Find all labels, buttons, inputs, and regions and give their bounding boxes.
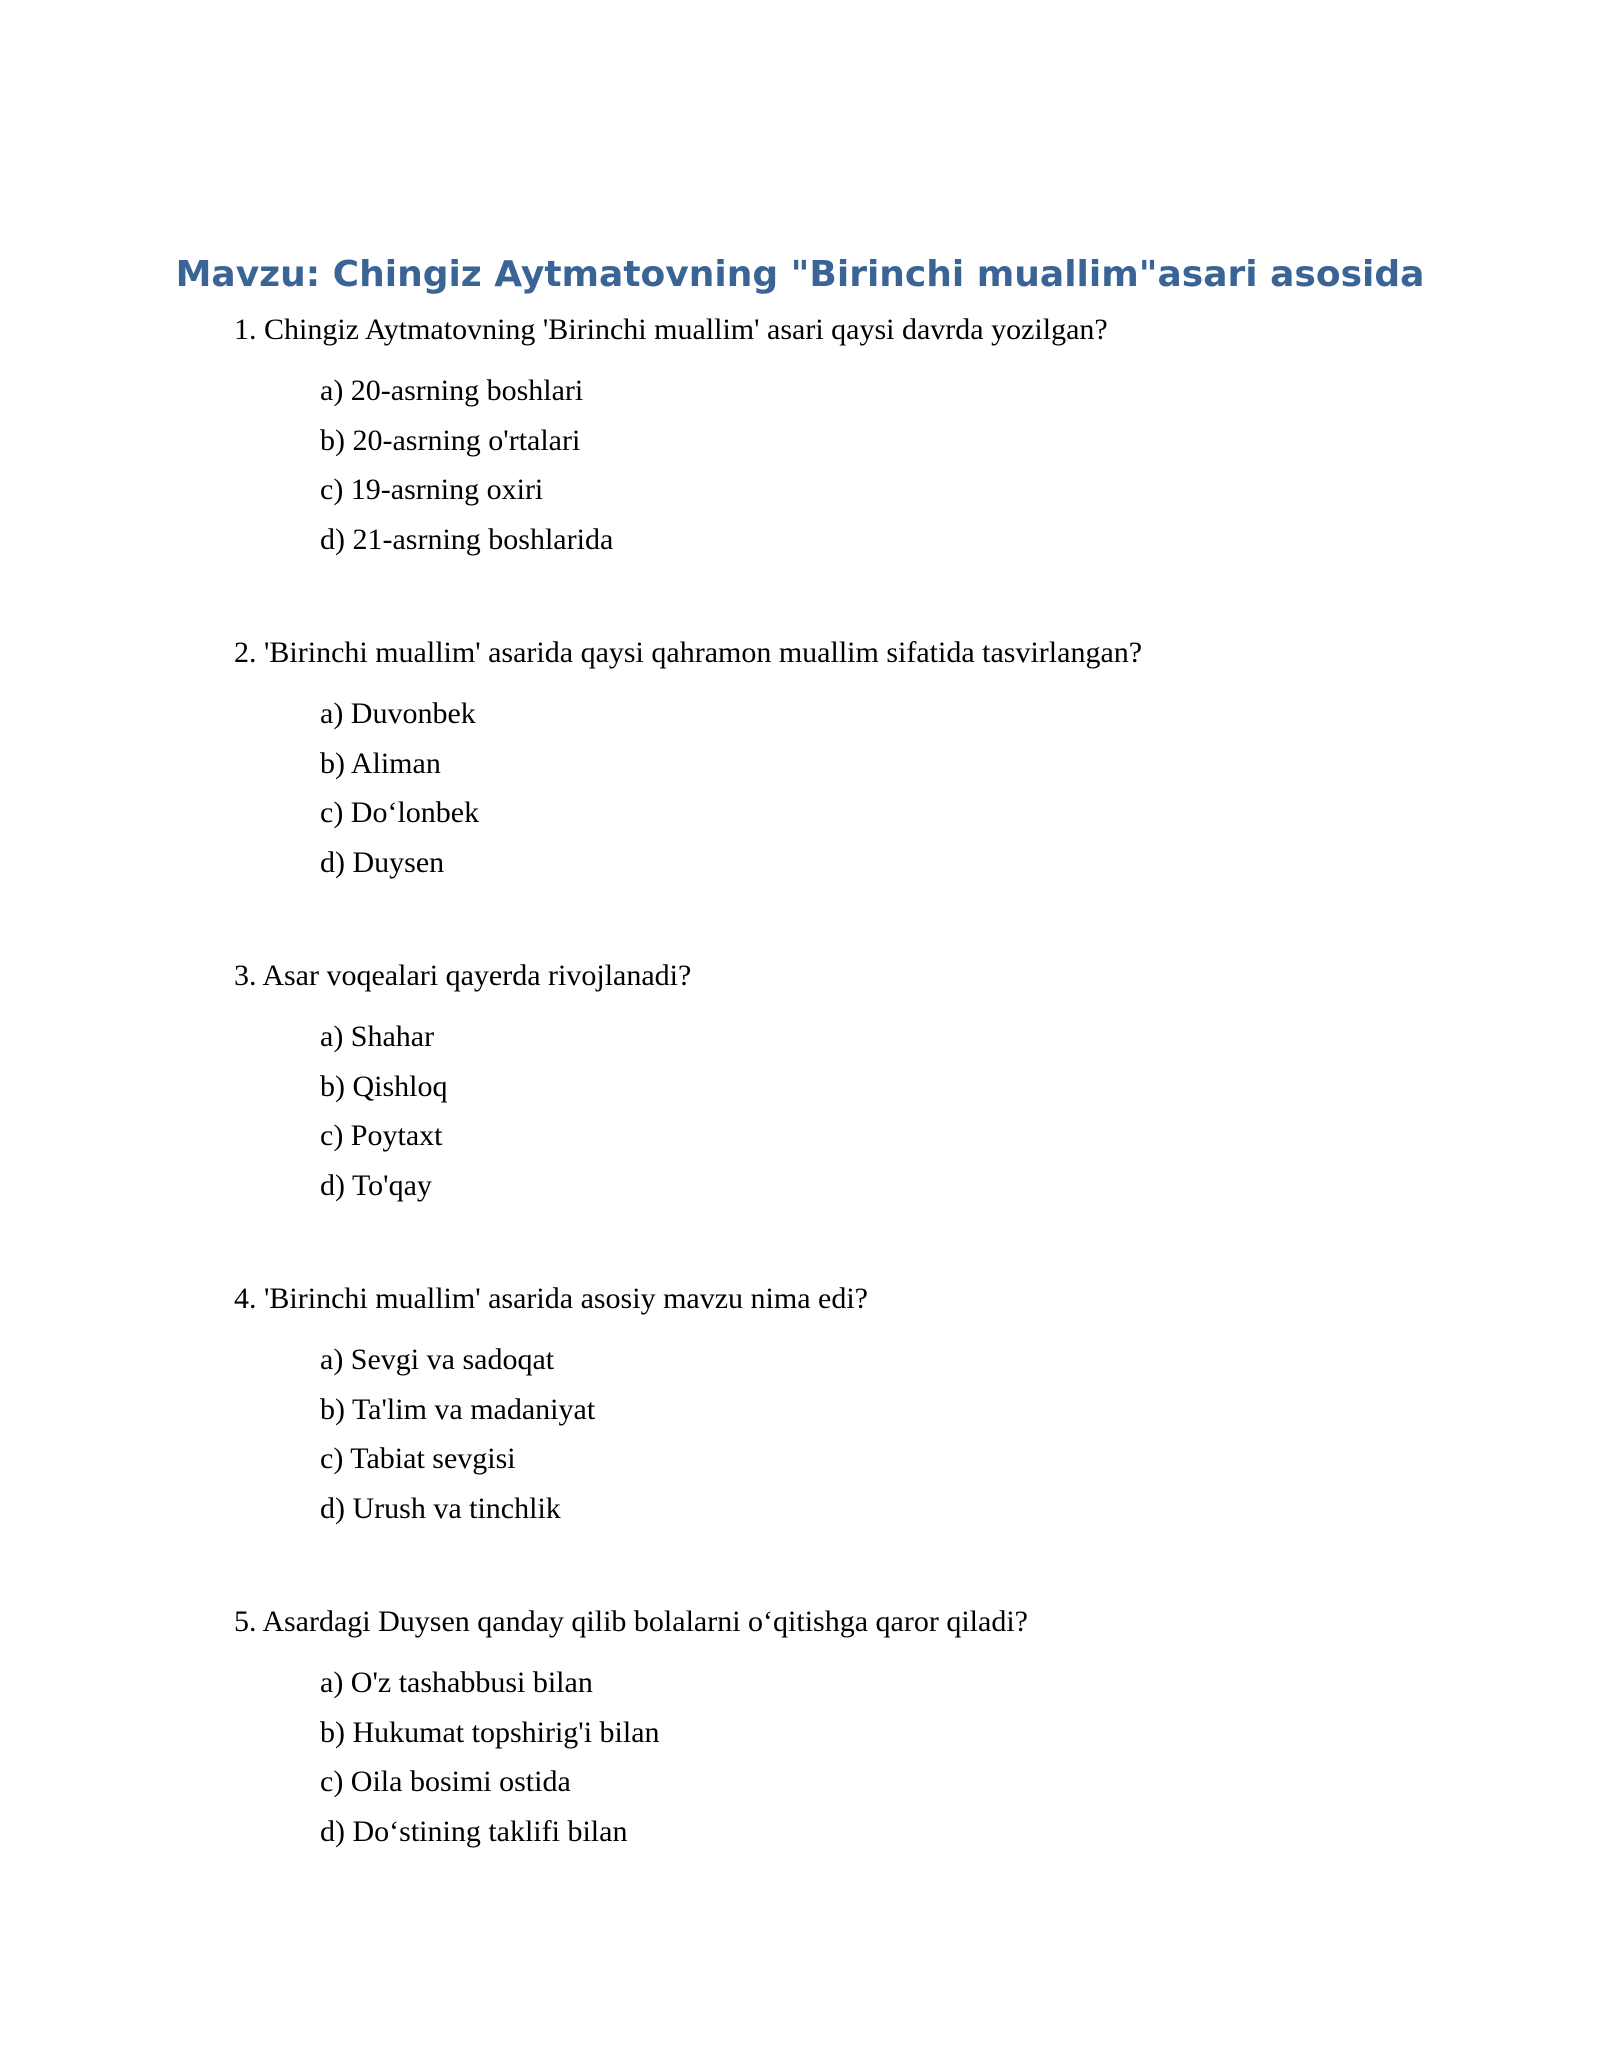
answer-options [320, 1335, 1434, 1533]
question-block [234, 1279, 1434, 1533]
answer-options [320, 366, 1434, 564]
answer-option: d) 21-asrning boshlarida [320, 522, 614, 556]
answer-option: b) Aliman [320, 746, 441, 780]
answer-options [320, 1012, 1434, 1210]
answer-option: d) Do‘stining taklifi bilan [320, 1814, 628, 1848]
answer-option: a) 20-asrning boshlari [320, 374, 584, 407]
answer-option: b) 20-asrning o'rtalari [320, 423, 581, 457]
document-title: Mavzu: Chingiz Aytmatovning "Birinchi muallim"asari asosida [175, 254, 1425, 295]
answer-option: a) O'z tashabbusi bilan [320, 1666, 593, 1699]
question-block [234, 1602, 1434, 1856]
question-block [234, 633, 1434, 887]
answer-option: c) Oila bosimi ostida [320, 1765, 571, 1798]
answer-option: c) Tabiat sevgisi [320, 1442, 516, 1475]
answer-option: c) 19-asrning oxiri [320, 473, 544, 506]
answer-option: b) Hukumat topshirig'i bilan [320, 1715, 660, 1749]
answer-option: a) Shahar [320, 1020, 435, 1053]
question-text: 4. 'Birinchi muallim' asarida asosiy mavzu nima edi? [234, 1282, 868, 1315]
answer-option: c) Do‘lonbek [320, 796, 480, 829]
question-text: 1. Chingiz Aytmatovning 'Birinchi muallim' asari qaysi davrda yozilgan? [234, 313, 1108, 346]
answer-option: c) Poytaxt [320, 1119, 443, 1152]
answer-options [320, 689, 1434, 887]
answer-option: d) Urush va tinchlik [320, 1491, 561, 1525]
answer-option: b) Qishloq [320, 1069, 448, 1103]
answer-option: a) Sevgi va sadoqat [320, 1343, 555, 1376]
question-text: 3. Asar voqealari qayerda rivojlanadi? [234, 959, 692, 992]
answer-option: d) Duysen [320, 845, 445, 879]
question-block [234, 956, 1434, 1210]
answer-option: d) To'qay [320, 1168, 432, 1202]
answer-options [320, 1658, 1434, 1856]
question-block [234, 310, 1434, 564]
question-text: 5. Asardagi Duysen qanday qilib bolalarni o‘qitishga qaror qiladi? [234, 1605, 1028, 1638]
question-text: 2. 'Birinchi muallim' asarida qaysi qahramon muallim sifatida tasvirlangan? [234, 636, 1143, 669]
answer-option: a) Duvonbek [320, 697, 476, 730]
answer-option: b) Ta'lim va madaniyat [320, 1392, 596, 1426]
